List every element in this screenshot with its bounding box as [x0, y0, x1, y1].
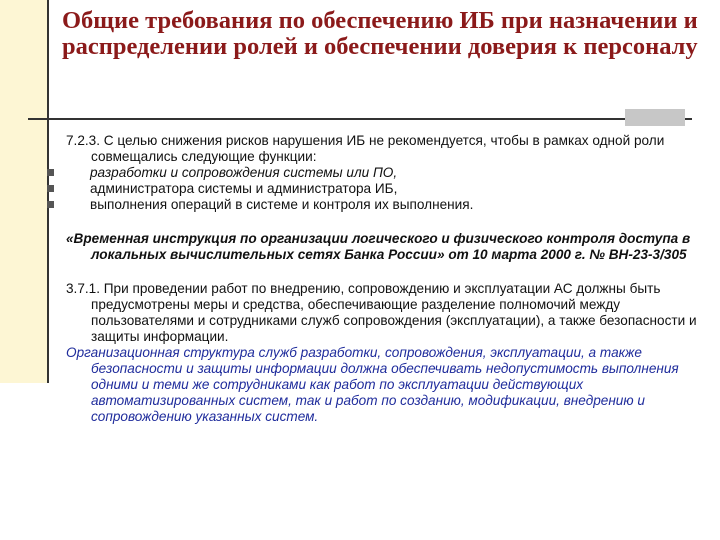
list-item	[47, 165, 706, 181]
reference-document: «Временная инструкция по организации логического и физического контроля доступа в локальных вычислительных сетях Банка России» от 10 марта 2000 г. № ВН-23-3/305	[66, 231, 691, 262]
square-bullet-icon	[47, 201, 54, 208]
spacer	[66, 213, 706, 231]
square-bullet-icon	[47, 169, 54, 176]
section-7-2-3-intro: 7.2.3. С целью снижения рисков нарушения ИБ не рекомендуется, чтобы в рамках одной роли совмещались следующие функции:	[66, 133, 665, 164]
accent-bar	[625, 109, 685, 126]
slide-title: Общие требования по обеспечению ИБ при назначении и распределении ролей и обеспечении доверия к персоналу	[62, 7, 698, 60]
role-functions-list	[66, 165, 706, 213]
list-item	[47, 181, 706, 197]
org-structure-text: Организационная структура служб разработки, сопровождения, эксплуатации, а также безопасности и защиты информации должна обеспечивать недопустимость выполнения одними и теми же сотрудниками как работ по эксплуатации действующих автоматизированных систем, так и работ по созданию, модификации, внедрению и сопровождению указанных систем.	[66, 345, 679, 424]
list-item-text: разработки и сопровождения системы или ПО,	[90, 165, 398, 180]
list-item-text: администратора системы и администратора ИБ,	[90, 181, 398, 196]
title-divider-line	[28, 118, 692, 120]
list-item	[47, 197, 706, 213]
slide-content	[66, 133, 706, 425]
list-item-text: выполнения операций в системе и контроля их выполнения.	[90, 197, 474, 212]
section-3-7-1: 3.7.1. При проведении работ по внедрению, сопровождению и эксплуатации АС должны быть предусмотрены меры и средства, обеспечивающие разделение полномочий между пользователями и сотрудниками служб сопровождения (эксплуатации), а также безопасности и защиты информации.	[66, 281, 697, 344]
left-decor-bar	[0, 0, 47, 383]
square-bullet-icon	[47, 185, 54, 192]
spacer	[66, 263, 706, 281]
